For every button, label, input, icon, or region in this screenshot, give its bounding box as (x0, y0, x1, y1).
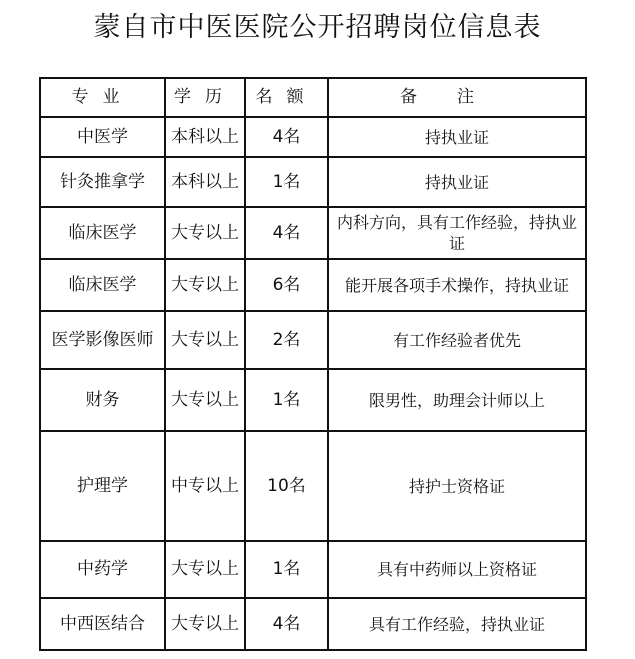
table-row (40, 311, 586, 369)
page-title: 蒙自市中医医院公开招聘岗位信息表 (93, 12, 542, 43)
cell-notes: 持执业证 (328, 117, 586, 157)
cell-major: 临床医学 (40, 259, 165, 311)
cell-education: 大专以上 (165, 311, 245, 369)
cell-education: 大专以上 (165, 541, 245, 598)
table-row (40, 598, 586, 650)
cell-education: 大专以上 (165, 259, 245, 311)
table-row (40, 259, 586, 311)
cell-major: 护理学 (40, 431, 165, 541)
cell-notes: 能开展各项手术操作，持执业证 (328, 259, 586, 311)
table-row (40, 431, 586, 541)
cell-major: 中西医结合 (40, 598, 165, 650)
cell-education: 本科以上 (165, 117, 245, 157)
cell-notes: 具有中药师以上资格证 (328, 541, 586, 598)
cell-quota: 1名 (245, 541, 328, 598)
cell-major: 财务 (40, 369, 165, 431)
cell-notes: 内科方向，具有工作经验，持执业证 (328, 207, 586, 259)
cell-notes: 持执业证 (328, 157, 586, 207)
cell-major: 中医学 (40, 117, 165, 157)
cell-education: 中专以上 (165, 431, 245, 541)
cell-quota: 6名 (245, 259, 328, 311)
table-row (40, 207, 586, 259)
cell-education: 大专以上 (165, 598, 245, 650)
header-quota: 名额 (245, 78, 328, 117)
table-row (40, 117, 586, 157)
cell-education: 大专以上 (165, 207, 245, 259)
cell-major: 中药学 (40, 541, 165, 598)
cell-notes: 限男性，助理会计师以上 (328, 369, 586, 431)
cell-notes: 持护士资格证 (328, 431, 586, 541)
cell-notes: 具有工作经验，持执业证 (328, 598, 586, 650)
cell-quota: 4名 (245, 207, 328, 259)
recruitment-table (39, 77, 587, 651)
cell-quota: 1名 (245, 369, 328, 431)
cell-education: 本科以上 (165, 157, 245, 207)
table-row (40, 541, 586, 598)
cell-quota: 4名 (245, 117, 328, 157)
cell-quota: 2名 (245, 311, 328, 369)
cell-major: 医学影像医师 (40, 311, 165, 369)
cell-quota: 10名 (245, 431, 328, 541)
header-notes: 备注 (328, 78, 586, 117)
table-header-row (40, 78, 586, 117)
table-row (40, 369, 586, 431)
header-major: 专业 (40, 78, 165, 117)
header-education: 学历 (165, 78, 245, 117)
cell-quota: 4名 (245, 598, 328, 650)
cell-quota: 1名 (245, 157, 328, 207)
cell-education: 大专以上 (165, 369, 245, 431)
cell-major: 临床医学 (40, 207, 165, 259)
cell-major: 针灸推拿学 (40, 157, 165, 207)
cell-notes: 有工作经验者优先 (328, 311, 586, 369)
table-row (40, 157, 586, 207)
